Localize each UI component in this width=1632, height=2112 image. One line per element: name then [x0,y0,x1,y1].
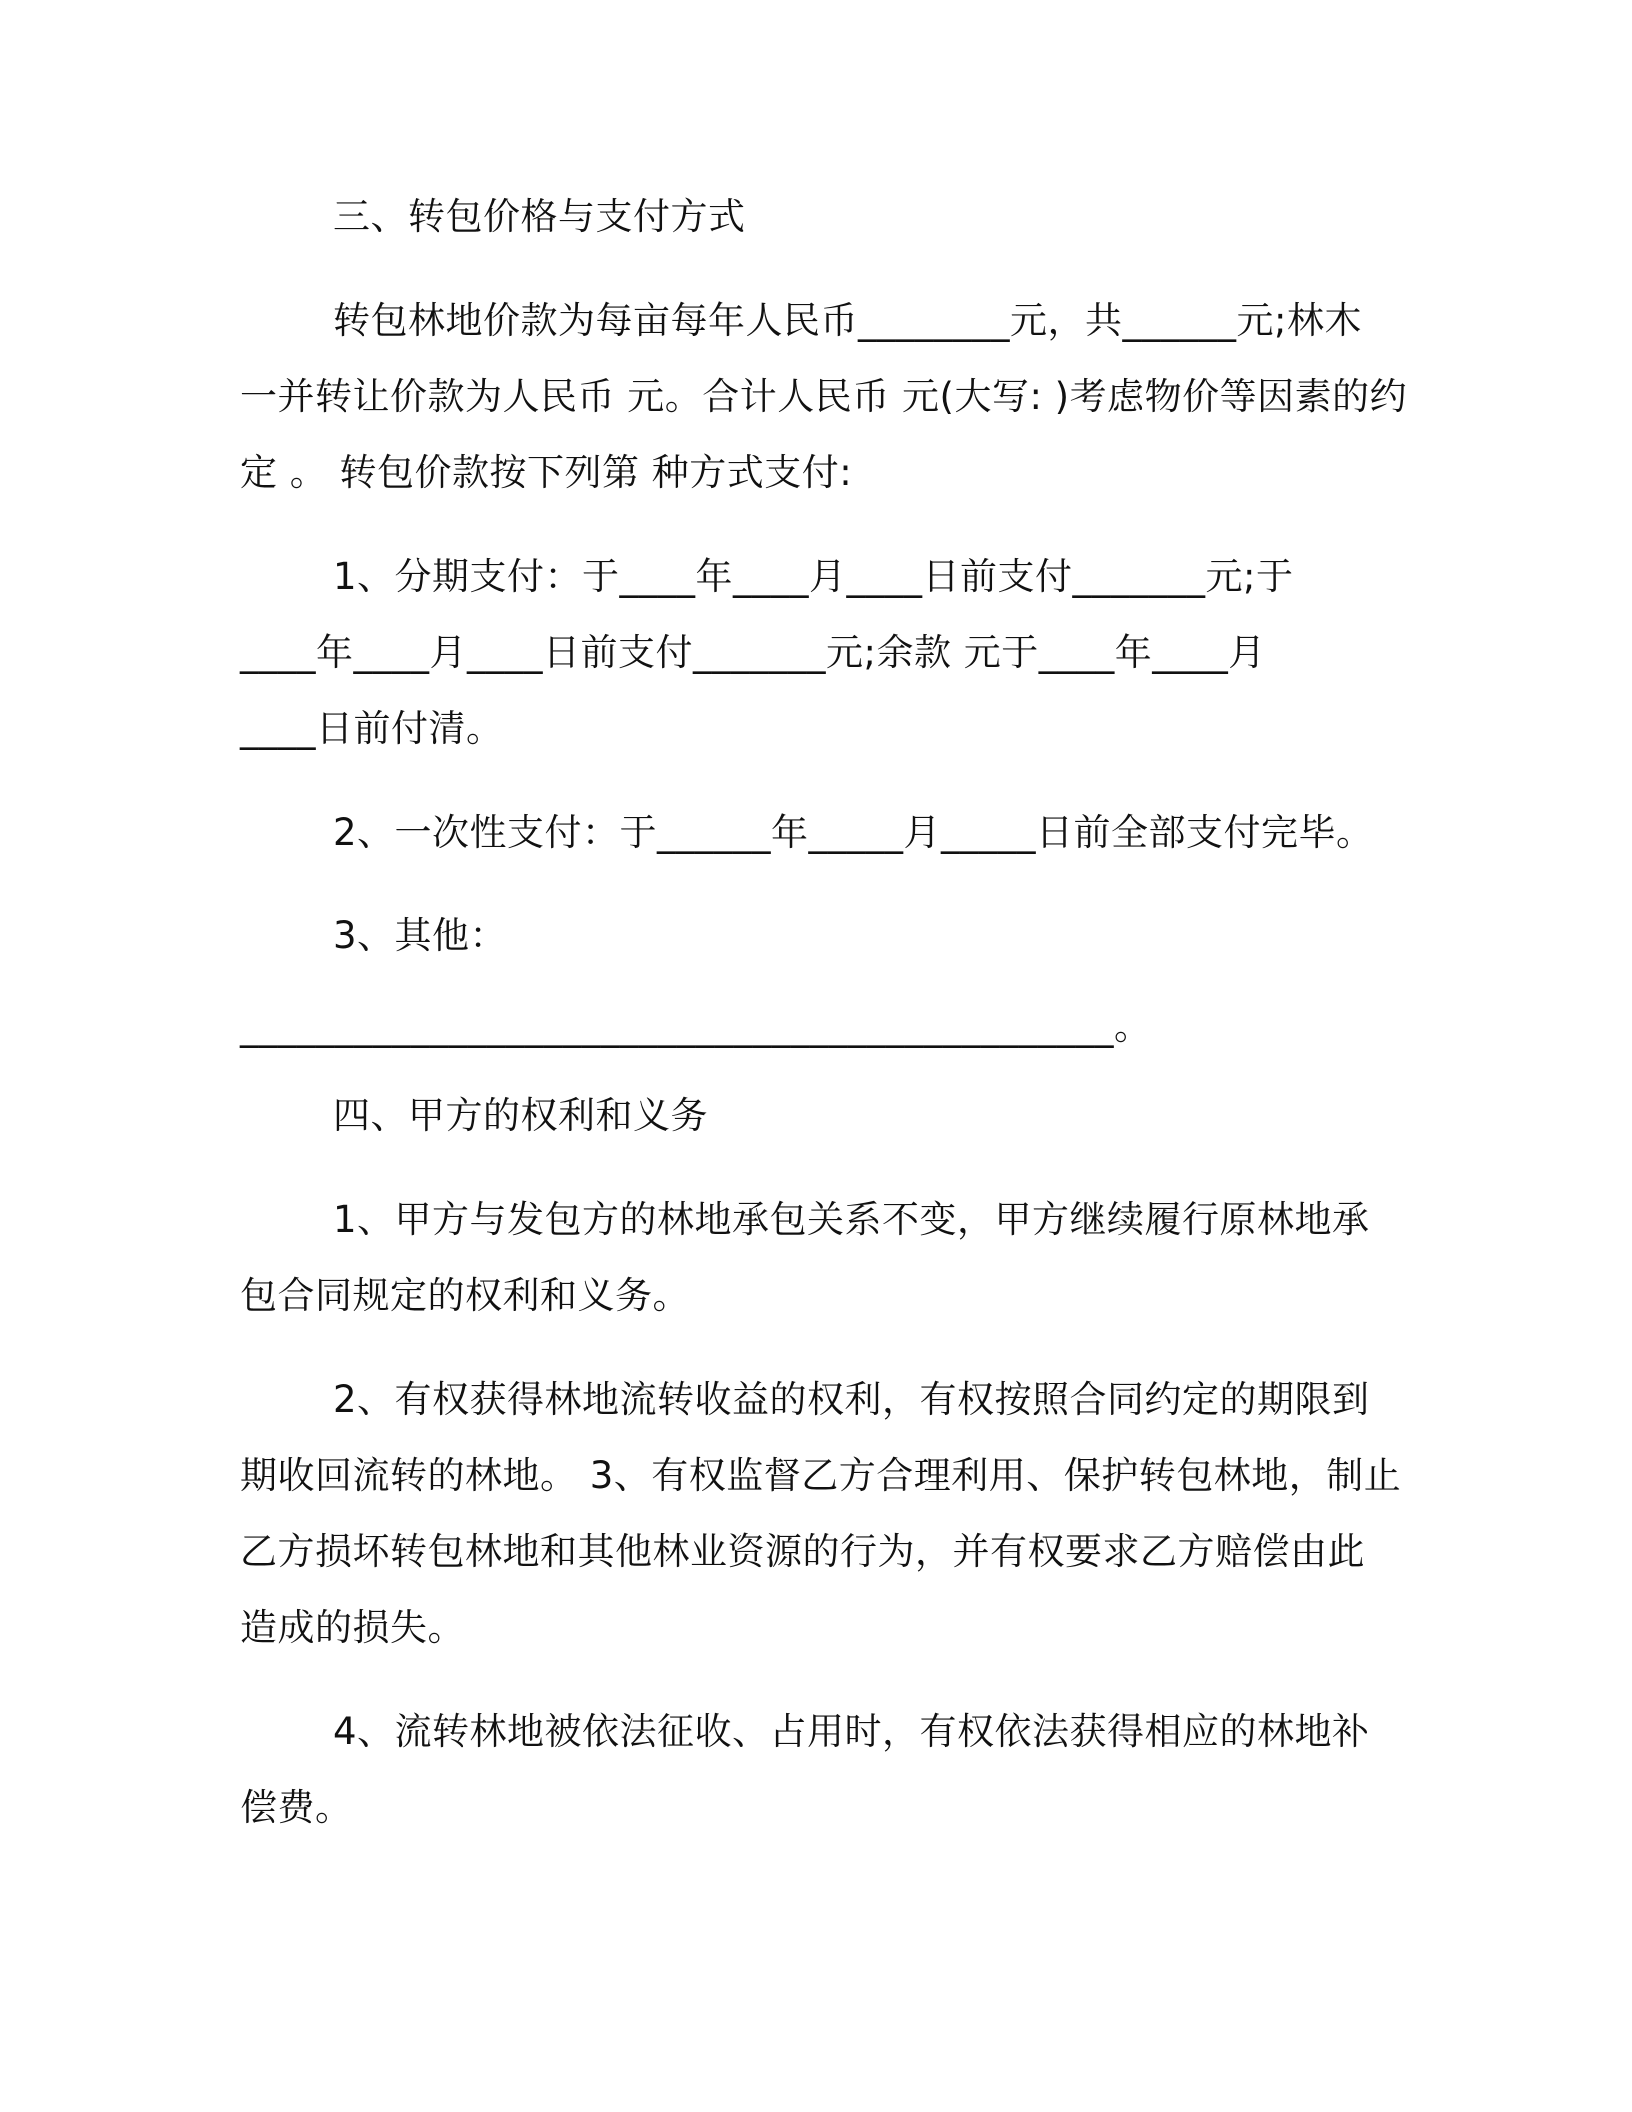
party-a-right-2-line-1: 2、有权获得林地流转收益的权利，有权按照合同约定的期限到 [333,1378,1370,1421]
installment-payment-line-2: ____年____月____日前支付_______元;余款 元于____年____月 [240,631,1266,674]
section-3-heading: 三、转包价格与支付方式 [333,195,746,238]
other-payment-blank: ______________________________________________。 [240,1005,1152,1048]
section-4-heading: 四、甲方的权利和义务 [333,1094,708,1137]
other-payment-label: 3、其他： [333,914,508,957]
document-page [240,0,1408,2112]
party-a-right-4-line-2: 偿费。 [240,1786,353,1829]
party-a-right-2-line-3: 乙方损坏转包林地和其他林业资源的行为，并有权要求乙方赔偿由此 [240,1530,1365,1573]
party-a-right-1-line-2: 包合同规定的权利和义务。 [240,1274,690,1317]
party-a-right-4-line-1: 4、流转林地被依法征收、占用时，有权依法获得相应的林地补 [333,1710,1370,1753]
price-paragraph-line-2: 一并转让价款为人民币 元。合计人民币 元(大写: )考虑物价等因素的约 [240,375,1408,418]
party-a-right-2-line-2: 期收回流转的林地。 3、有权监督乙方合理利用、保护转包林地，制止 [240,1454,1402,1497]
installment-payment-line-1: 1、分期支付：于____年____月____日前支付_______元;于 [333,555,1294,598]
party-a-right-1-line-1: 1、甲方与发包方的林地承包关系不变，甲方继续履行原林地承 [333,1198,1370,1241]
price-paragraph-line-1: 转包林地价款为每亩每年人民币________元，共______元;林木 [333,299,1362,342]
installment-payment-line-3: ____日前付清。 [240,707,504,750]
party-a-right-2-line-4: 造成的损失。 [240,1606,465,1649]
price-paragraph-line-3: 定 。 转包价款按下列第 种方式支付: [240,451,853,494]
lump-sum-payment: 2、一次性支付：于______年_____月_____日前全部支付完毕。 [333,811,1374,854]
